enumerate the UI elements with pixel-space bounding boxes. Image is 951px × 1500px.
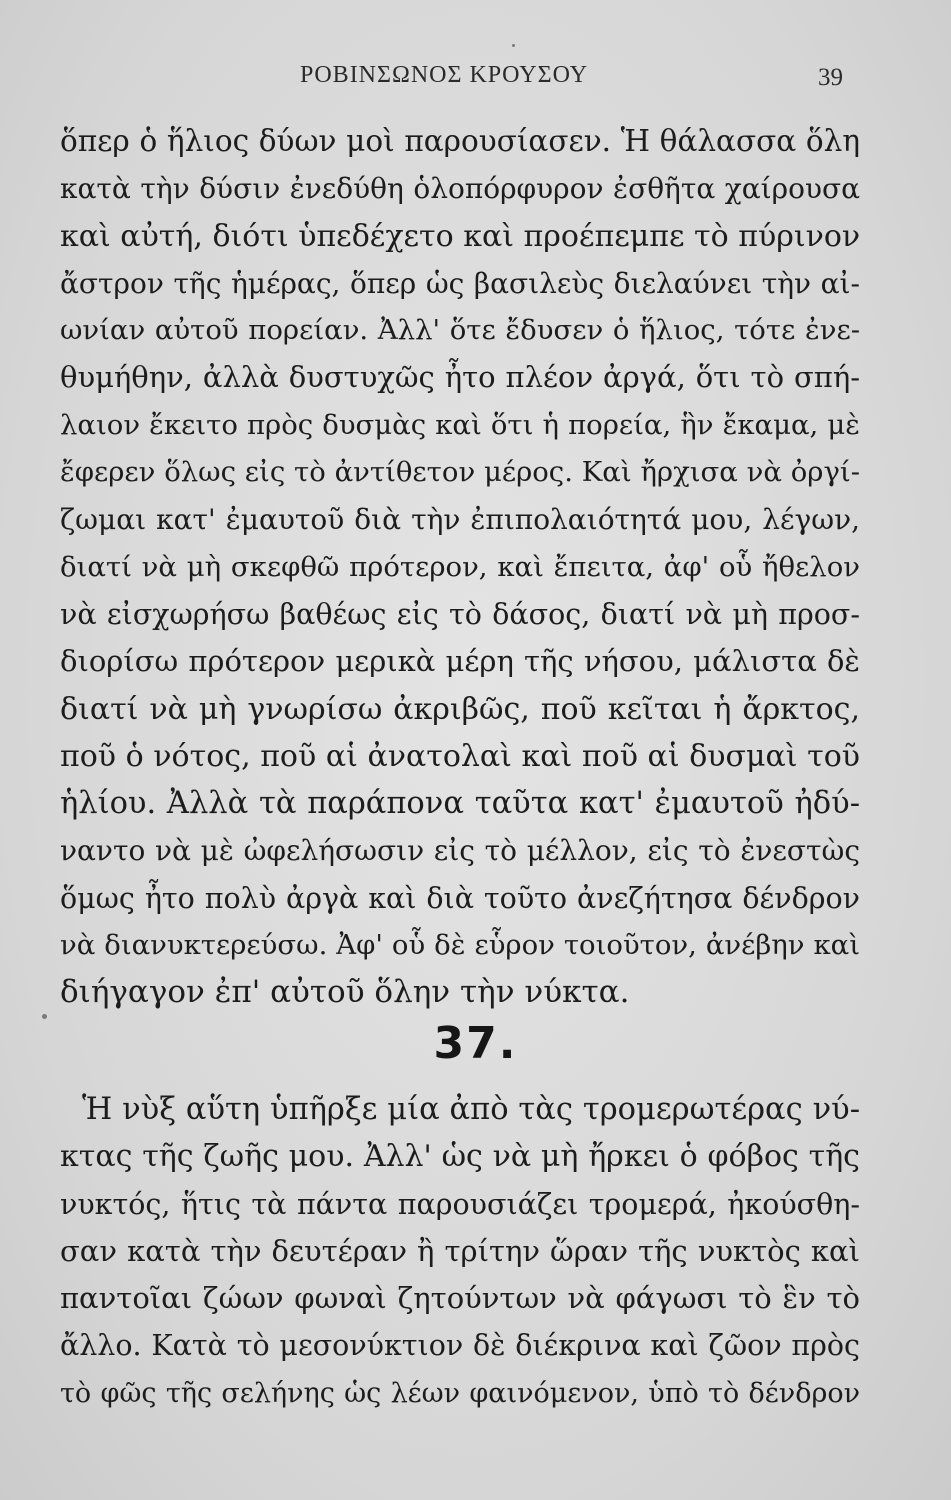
text-line: ποῦ ὁ νότος, ποῦ αἱ ἀνατολαὶ καὶ ποῦ αἱ δυσμαὶ τοῦ bbox=[60, 738, 860, 774]
text-line: ἄστρον τῆς ἡμέρας, ὅπερ ὡς βασιλεὺς διελαύνει τὴν αἰ- bbox=[60, 266, 860, 300]
text-line: ὅμως ἦτο πολὺ ἀργὰ καὶ διὰ τοῦτο ἀνεζήτησα δένδρον bbox=[60, 881, 860, 915]
paragraph-2 bbox=[60, 1086, 860, 1417]
text-line: ἄλλο. Κατὰ τὸ μεσονύκτιον δὲ διέκρινα καὶ ζῶον πρὸς bbox=[60, 1329, 860, 1363]
paragraph-1 bbox=[60, 118, 860, 1017]
running-head bbox=[0, 56, 951, 96]
text-line: κτας τῆς ζωῆς μου. Ἀλλ' ὡς νὰ μὴ ἤρκει ὁ φόβος τῆς bbox=[60, 1139, 860, 1175]
text-line: λαιον ἔκειτο πρὸς δυσμὰς καὶ ὅτι ἡ πορεία, ἣν ἔκαμα, μὲ bbox=[60, 408, 860, 441]
text-line: νὰ διανυκτερεύσω. Ἀφ' οὗ δὲ εὗρον τοιοῦτον, ἀνέβην καὶ bbox=[60, 929, 860, 962]
text-line: ἔφερεν ὅλως εἰς τὸ ἀντίθετον μέρος. Καὶ ἤρχισα νὰ ὀργί- bbox=[60, 456, 860, 489]
text-line: καὶ αὐτή, διότι ὑπεδέχετο καὶ προέπεμπε τὸ πύρινον bbox=[60, 218, 861, 254]
text-line: ἡλίου. Ἀλλὰ τὰ παράπονα ταῦτα κατ' ἐμαυτοῦ ἠδύ- bbox=[60, 786, 860, 822]
text-line: διορίσω πρότερον μερικὰ μέρη τῆς νήσου, μάλιστα δὲ bbox=[60, 644, 860, 679]
text-line: διατί νὰ μὴ γνωρίσω ἀκριβῶς, ποῦ κεῖται ἡ ἄρκτος, bbox=[60, 691, 860, 727]
running-title: ΡΟΒΙΝΣΩΝΟΣ ΚΡΟΥΣΟΥ bbox=[300, 62, 589, 88]
text-line: παντοῖαι ζώων φωναὶ ζητούντων νὰ φάγωσι τὸ ἓν τὸ bbox=[60, 1281, 860, 1316]
text-line: νυκτός, ἥτις τὰ πάντα παρουσιάζει τρομερά, ἠκούσθη- bbox=[60, 1187, 860, 1221]
text-line: ζωμαι κατ' ἐμαυτοῦ διὰ τὴν ἐπιπολαιότητά μου, λέγων, bbox=[60, 503, 860, 537]
text-line: ωνίαν αὐτοῦ πορείαν. Ἀλλ' ὅτε ἔδυσεν ὁ ἥλιος, τότε ἐνε- bbox=[60, 314, 860, 347]
text-line: ναντο νὰ μὲ ὠφελήσωσιν εἰς τὸ μέλλον, εἰς τὸ ἐνεστὼς bbox=[60, 834, 860, 868]
text-line: τὸ φῶς τῆς σελήνης ὡς λέων φαινόμενον, ὑπὸ τὸ δένδρον bbox=[60, 1377, 860, 1409]
paper-speck bbox=[42, 1014, 47, 1019]
text-line: ὅπερ ὁ ἥλιος δύων μοὶ παρουσίασεν. Ἡ θάλασσα ὅλη bbox=[60, 124, 860, 158]
text-line: κατὰ τὴν δύσιν ἐνεδύθη ὁλοπόρφυρον ἐσθῆτα χαίρουσα bbox=[60, 172, 860, 206]
text-line: Ἡ νὺξ αὕτη ὑπῆρξε μία ἀπὸ τὰς τρομερωτέρας νύ- bbox=[82, 1092, 860, 1127]
text-line: νὰ εἰσχωρήσω βαθέως εἰς τὸ δάσος, διατί νὰ μὴ προσ- bbox=[60, 597, 860, 631]
section-number: 37. bbox=[433, 1018, 518, 1069]
text-line: θυμήθην, ἀλλὰ δυστυχῶς ἦτο πλέον ἀργά, ὅτι τὸ σπή- bbox=[60, 360, 860, 395]
paper-speck bbox=[512, 44, 515, 47]
page-number: 39 bbox=[818, 64, 843, 91]
text-line: διατί νὰ μὴ σκεφθῶ πρότερον, καὶ ἔπειτα, ἀφ' οὗ ἤθελον bbox=[60, 550, 860, 583]
text-line-last: διήγαγον ἐπ' αὐτοῦ ὅλην τὴν νύκτα. bbox=[60, 974, 630, 1011]
text-line: σαν κατὰ τὴν δευτέραν ἢ τρίτην ὥραν τῆς νυκτὸς καὶ bbox=[60, 1233, 860, 1268]
